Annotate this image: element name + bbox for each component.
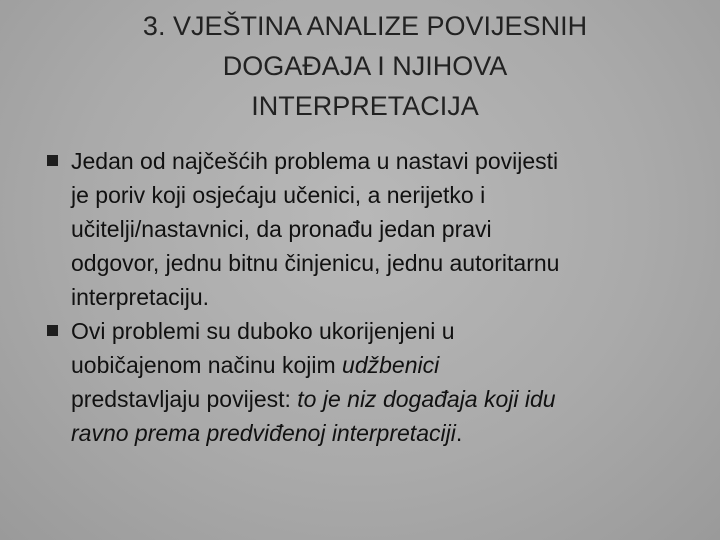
italic-text: to je niz događaja koji idu [297, 386, 556, 412]
text-line: je poriv koji osjećaju učenici, a nerijetko i [71, 182, 486, 208]
text-line [71, 416, 686, 450]
text-line: Jedan od najčešćih problema u nastavi povijesti [71, 148, 559, 174]
text-line [71, 348, 686, 382]
square-bullet-icon [47, 155, 58, 166]
plain-text: . [455, 420, 463, 446]
text-line: učitelji/nastavnici, da pronađu jedan pravi [71, 216, 492, 242]
italic-text: ravno prema predviđenoj interpretaciji [71, 420, 456, 446]
square-bullet-icon [47, 325, 58, 336]
text-line [71, 382, 686, 416]
title-line: 3. VJEŠTINA ANALIZE POVIJESNIH [142, 11, 588, 41]
text-line: Ovi problemi su duboko ukorijenjeni u [71, 318, 455, 344]
bullet-text [71, 314, 686, 450]
italic-text: udžbenici [342, 352, 440, 378]
text-line: odgovor, jednu bitnu činjenicu, jednu autoritarnu [71, 250, 560, 276]
title-line: INTERPRETACIJA [251, 91, 479, 121]
bullet-item [46, 314, 686, 450]
title-line: DOGAĐAJA I NJIHOVA [222, 51, 508, 81]
slide-title [40, 6, 690, 126]
plain-text: predstavljaju povijest: [71, 386, 298, 412]
bullet-list [46, 144, 686, 450]
text-line: interpretaciju. [71, 284, 210, 310]
plain-text: uobičajenom načinu kojim [71, 352, 343, 378]
bullet-text [71, 144, 686, 314]
bullet-item [46, 144, 686, 314]
